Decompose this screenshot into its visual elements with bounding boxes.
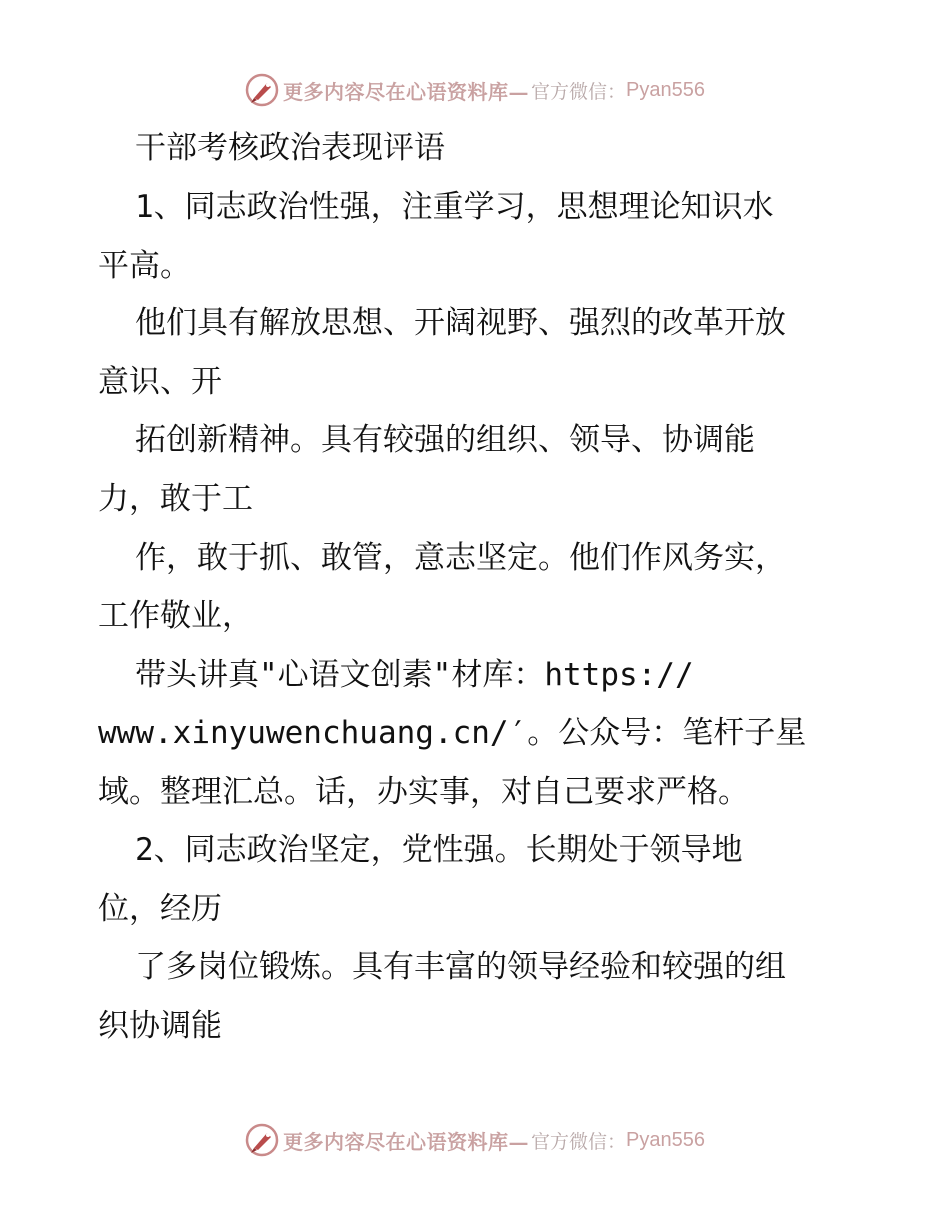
paragraph-line: 意识、开: [98, 364, 222, 400]
paragraph-line: 域。整理汇总。话，办实事，对自己要求严格。: [98, 774, 749, 810]
paragraph-line: 平高。: [98, 248, 191, 284]
paragraph-line: 工作敬业，: [98, 598, 253, 634]
paragraph-line: 位，经历: [98, 891, 222, 927]
paragraph-line: 2、同志政治坚定，党性强。长期处于领导地: [135, 832, 743, 868]
paragraph-line: 作，敢于抓、敢管，意志坚定。他们作风务实，: [135, 540, 786, 576]
header-wechat-label: 官方微信：: [531, 80, 627, 103]
paragraph-line: 拓创新精神。具有较强的组织、领导、协调能: [135, 422, 755, 458]
fountain-pen-logo-icon: [245, 1123, 279, 1157]
footer-brand-text: 更多内容尽在心语资料库—: [283, 1129, 529, 1154]
header-brand-text: 更多内容尽在心语资料库—: [283, 79, 529, 104]
fountain-pen-logo-icon: [245, 73, 279, 107]
paragraph-line: 织协调能: [98, 1008, 222, 1044]
paragraph-line: 他们具有解放思想、开阔视野、强烈的改革开放: [135, 305, 786, 341]
paragraph-line: 1、同志政治性强，注重学习，思想理论知识水: [135, 189, 774, 225]
header-banner: [0, 70, 950, 110]
header-wechat-handle: Pyan556: [626, 78, 705, 101]
paragraph-line: 力，敢于工: [98, 481, 253, 517]
paragraph-line: 了多岗位锻炼。具有丰富的领导经验和较强的组: [135, 949, 786, 985]
paragraph-line: www.xinyuwenchuang.cn/′。公众号：笔杆子星: [98, 715, 807, 751]
footer-wechat-handle: Pyan556: [626, 1128, 705, 1151]
document-title: 干部考核政治表现评语: [135, 130, 445, 166]
footer-banner: [0, 1120, 950, 1160]
paragraph-line: 带头讲真"心语文创素"材库：https://: [135, 657, 694, 693]
footer-wechat-label: 官方微信：: [531, 1130, 627, 1153]
